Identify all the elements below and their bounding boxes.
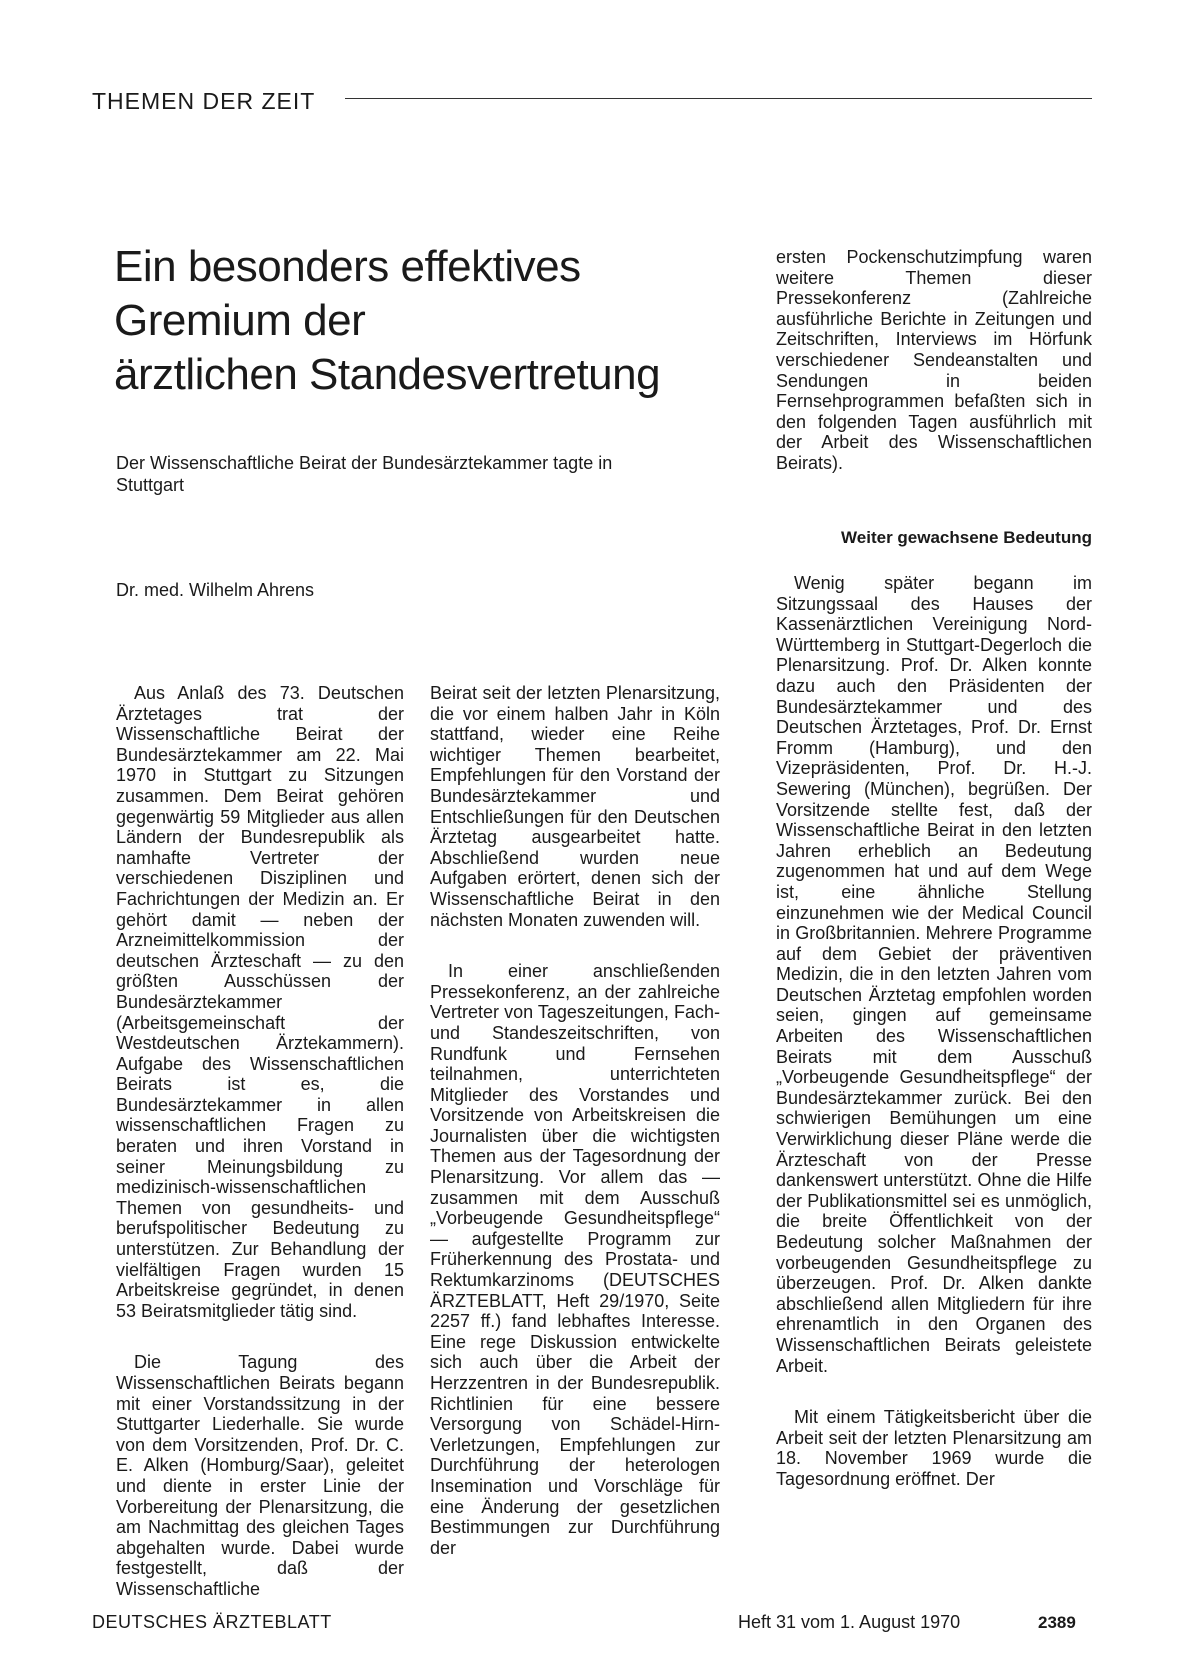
column-1 (116, 683, 404, 1600)
article-title (114, 240, 714, 402)
column-2 (430, 683, 720, 1558)
paragraph: ersten Pockenschutzimpfung waren weitere Themen dieser Pressekonferenz (Zahlreiche ausführliche Berichte in Zeitungen und Zeitschriften, Interviews im Hörfunk verschiedener Sendeanstalten und Sendungen in beiden Fernsehprogrammen befaßten sich in den folgenden Tagen ausführlich mit der Arbeit des Wissenschaftlichen Beirats). (776, 247, 1092, 473)
footer-publication: DEUTSCHES ÄRZTEBLATT (92, 1612, 332, 1632)
paragraph: Beirat seit der letzten Plenarsitzung, die vor einem halben Jahr in Köln stattfand, wieder eine Reihe wichtiger Themen bearbeitet, Empfehlungen für den Vorstand der Bundesärztekammer und Entschließungen für den Deutschen Ärztetag ausgearbeitet hatte. Abschließend wurden neue Aufgaben erörtert, denen sich der Wissenschaftliche Beirat in den nächsten Monaten zuwenden will. (430, 683, 720, 930)
paragraph: In einer anschließenden Pressekonferenz, an der zahlreiche Vertreter von Tageszeitungen, Fach- und Standeszeitschriften, von Rundfunk und Fernsehen teilnahmen, unterrichteten Mitglieder des Vorstandes und Vorsitzende von Arbeitskreisen die Journalisten über die wichtigsten Themen aus der Tagesordnung der Plenarsitzung. Vor allem das — zusammen mit dem Ausschuß „Vorbeugende Gesundheitspflege“ — aufgestellte Programm zur Früherkennung des Prostata- und Rektumkarzinoms (DEUTSCHES ÄRZTEBLATT, Heft 29/1970, Seite 2257 ff.) fand lebhaftes Interesse. Eine rege Diskussion entwickelte sich auch über die Arbeit der Herzzentren in der Bundesrepublik. Richtlinien für eine bessere Versorgung von Schädel-Hirn-Verletzungen, Empfehlungen zur Durchführung der heterologen Insemination und Vorschläge für eine Änderung der gesetzlichen Bestimmungen zur Durchführung der (430, 961, 720, 1558)
title-line: ärztlichen Standesvertretung (114, 350, 661, 399)
paragraph: Aus Anlaß des 73. Deutschen Ärztetages trat der Wissenschaftliche Beirat der Bundesärztekammer am 22. Mai 1970 in Stuttgart zu Sitzungen zusammen. Dem Beirat gehören gegenwärtig 59 Mitglieder aus allen Ländern der Bundesrepublik als namhafte Vertreter der verschiedenen Disziplinen und Fachrichtungen der Medizin an. Er gehört damit — neben der Arzneimittelkommission der deutschen Ärzteschaft — zu den größten Ausschüssen der Bundesärztekammer (Arbeitsgemeinschaft der Westdeutschen Ärztekammern). Aufgabe des Wissenschaftlichen Beirats ist es, die Bundesärztekammer in allen wissenschaftlichen Fragen zu beraten und ihren Vorstand in seiner Meinungsbildung zu medizinisch-wissenschaftlichen Themen von gesundheits- und berufspolitischer Bedeutung zu unterstützen. Zur Behandlung der vielfältigen Fragen wurden 15 Arbeitskreise gegründet, in denen 53 Beiratsmitglieder tätig sind. (116, 683, 404, 1321)
column-3-top (776, 247, 1092, 474)
paragraph: Mit einem Tätigkeitsbericht über die Arbeit seit der letzten Plenarsitzung am 18. November 1969 wurde die Tagesordnung eröffnet. Der (776, 1407, 1092, 1489)
article-author: Dr. med. Wilhelm Ahrens (116, 580, 315, 600)
title-line: Gremium der (114, 296, 366, 345)
footer-issue: Heft 31 vom 1. August 1970 (738, 1612, 961, 1632)
page-number: 2389 (1038, 1613, 1076, 1632)
paragraph: Wenig später begann im Sitzungssaal des Hauses der Kassenärztlichen Vereinigung Nord-Württemberg in Stuttgart-Degerloch die Plenarsitzung. Prof. Dr. Alken konnte dazu auch den Präsidenten der Bundesärztekammer und des Deutschen Ärztetages, Prof. Dr. Ernst Fromm (Hamburg), und den Vizepräsidenten, Prof. Dr. H.-J. Sewering (München), begrüßen. Der Vorsitzende stellte fest, daß der Wissenschaftliche Beirat in den letzten Jahren erheblich an Bedeutung zugenommen hat und auf dem Wege ist, eine ähnliche Stellung einzunehmen wie der Medical Council in Großbritannien. Mehrere Programme auf dem Gebiet der präventiven Medizin, die in den letzten Jahren vom Deutschen Ärztetag empfohlen worden seien, gingen auf gemeinsame Arbeiten des Wissenschaftlichen Beirats mit dem Ausschuß „Vorbeugende Gesundheitspflege“ der Bundesärztekammer zurück. Bei den schwierigen Bemühungen um eine Verwirklichung dieser Pläne werde die Ärzteschaft von der Presse dankenswert unterstützt. Ohne die Hilfe der Publikationsmittel sei es unmöglich, die breite Öffentlichkeit von der Bedeutung solcher Maßnahmen der vorbeugenden Gesundheitspflege zu überzeugen. Prof. Dr. Alken dankte abschließend allen Mitgliedern für ihre ehrenamtlich in den Organen des Wissenschaftlichen Beirats geleistete Arbeit. (776, 573, 1092, 1376)
section-subheading: Weiter gewachsene Bedeutung (841, 528, 1092, 547)
article-subtitle: Der Wissenschaftliche Beirat der Bundesärztekammer tagte in Stuttgart (116, 453, 613, 495)
section-rule (345, 98, 1092, 99)
paragraph: Die Tagung des Wissenschaftlichen Beirats begann mit einer Vorstandssitzung in der Stuttgarter Liederhalle. Sie wurde von dem Vorsitzenden, Prof. Dr. C. E. Alken (Homburg/Saar), geleitet und diente in erster Linie der Vorbereitung der Plenarsitzung, die am Nachmittag des gleichen Tages abgehalten wurde. Dabei wurde festgestellt, daß der Wissenschaftliche (116, 1352, 404, 1599)
section-label: THEMEN DER ZEIT (92, 88, 316, 114)
column-3-bottom (776, 573, 1092, 1490)
title-line: Ein besonders effektives (114, 242, 581, 291)
